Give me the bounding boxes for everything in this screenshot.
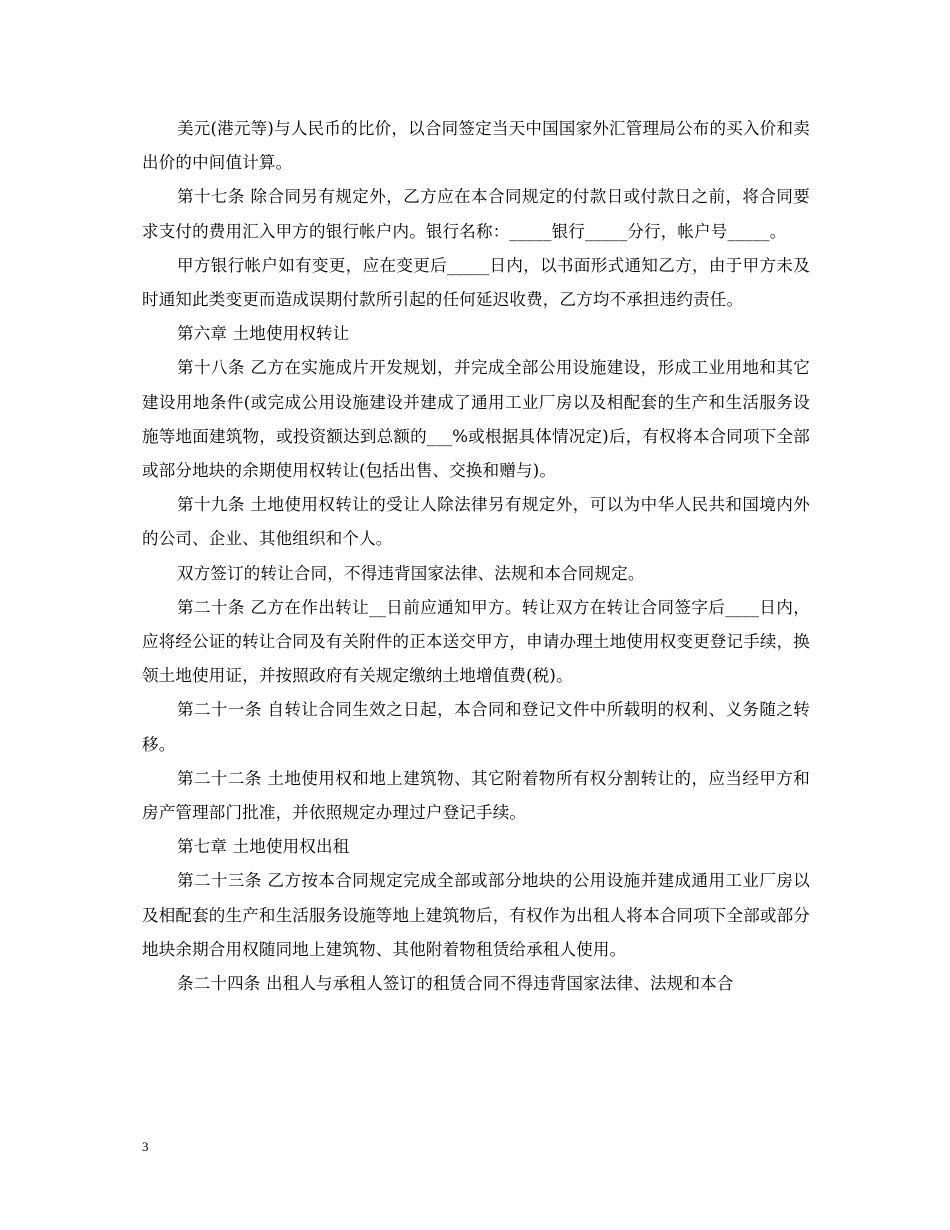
chapter-heading-7: 第七章 土地使用权出租 [177, 837, 350, 857]
chapter-heading-6: 第六章 土地使用权转让 [177, 324, 350, 344]
paragraph-article-20: 第二十条 乙方在作出转让__日前应通知甲方。转让双方在转让合同签字后____日内，应将经公证的转让合同及有关附件的正本送交甲方，申请办理土地使用权变更登记手续，换领土地使用证，并按照政府有关规定缴纳土地增值费(税)。 [142, 597, 810, 686]
paragraph-article-21: 第二十一条 自转让合同生效之日起，本合同和登记文件中所载明的权利、义务随之转移。 [142, 700, 810, 754]
paragraph-transfer-contract: 双方签订的转让合同，不得违背国家法律、法规和本合同规定。 [177, 563, 645, 583]
paragraph-article-19: 第十九条 土地使用权转让的受让人除法律另有规定外，可以为中华人民共和国境内外的公司、企业、其他组织和个人。 [142, 495, 810, 549]
paragraph-article-24: 条二十四条 出租人与承租人签订的租赁合同不得违背国家法律、法规和本合 [177, 974, 734, 994]
paragraph-article-22: 第二十二条 土地使用权和地上建筑物、其它附着物所有权分割转让的，应当经甲方和房产管理部门批准，并依照规定办理过户登记手续。 [142, 768, 810, 823]
paragraph-article-23: 第二十三条 乙方按本合同规定完成全部或部分地块的公用设施并建成通用工业厂房以及相配套的生产和生活服务设施等地上建筑物后，有权作为出租人将本合同项下全部或部分地块余期合用权随同地上建筑物、其他附着物租赁给承租人使用。 [142, 871, 810, 959]
paragraph-exchange-rate: 美元(港元等)与人民币的比价，以合同签定当天中国国家外汇管理局公布的买入价和卖出价的中间值计算。 [142, 119, 810, 173]
paragraph-article-17: 第十七条 除合同另有规定外，乙方应在本合同规定的付款日或付款日之前，将合同要求支付的费用汇入甲方的银行帐户内。银行名称：_____银行_____分行，帐户号_____。 [142, 187, 810, 241]
paragraph-article-18: 第十八条 乙方在实施成片开发规划，并完成全部公用设施建设，形成工业用地和其它建设用地条件(或完成公用设施建设并建成了通用工业厂房以及相配套的生产和生活服务设施等地面建筑物，或投资额达到总额的___%或根据具体情况定)后，有权将本合同项下全部或部分地块的余期使用权转让(包括出售、交换和赠与)。 [142, 358, 810, 481]
page-number: 3 [142, 1139, 149, 1154]
document-body [142, 112, 810, 1001]
paragraph-bank-account-change: 甲方银行帐户如有变更，应在变更后_____日内，以书面形式通知乙方，由于甲方未及时通知此类变更而造成误期付款所引起的任何延迟收费，乙方均不承担违约责任。 [142, 255, 810, 310]
